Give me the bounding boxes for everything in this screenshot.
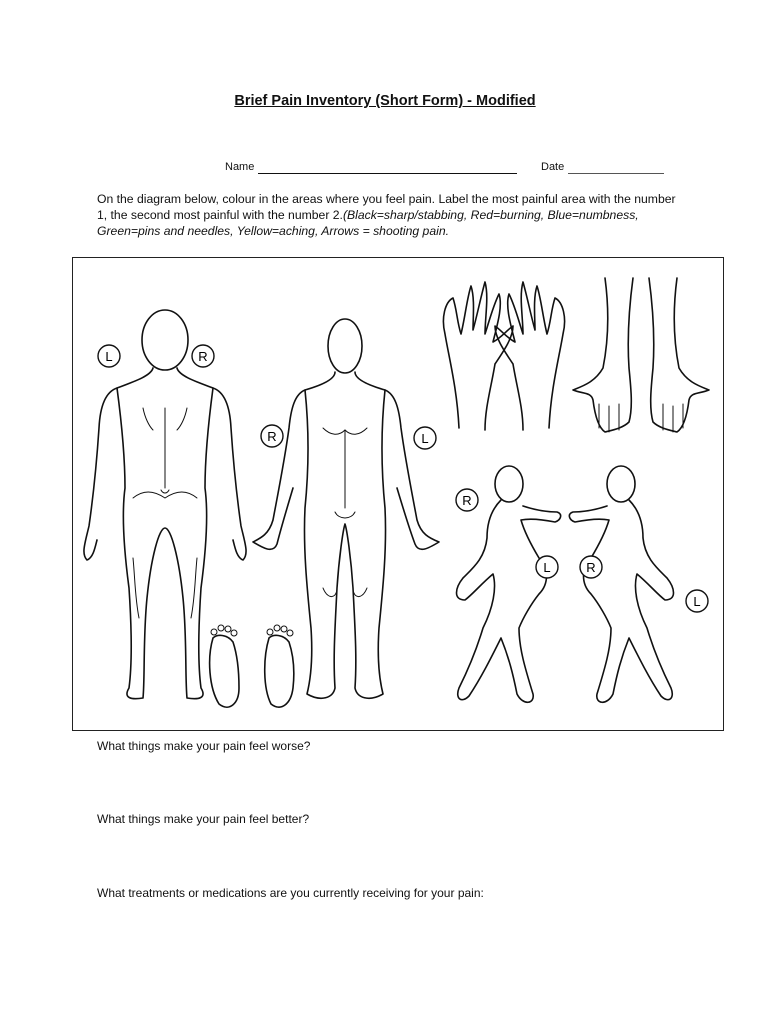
- side-b-left-label: [686, 590, 708, 612]
- svg-text:R: R: [462, 493, 472, 508]
- hands-backs[interactable]: [573, 278, 709, 432]
- hands-palms[interactable]: [443, 282, 564, 430]
- svg-text:R: R: [267, 429, 277, 444]
- back-view-figure[interactable]: [84, 310, 246, 699]
- answer-worse[interactable]: [97, 756, 677, 796]
- name-field[interactable]: [258, 173, 517, 174]
- side-b-right-label: [580, 556, 602, 578]
- question-better: What things make your pain feel better?: [97, 812, 310, 826]
- name-label: Name: [225, 161, 255, 173]
- side-a-left-label: [536, 556, 558, 578]
- front-view-figure[interactable]: [253, 319, 439, 698]
- instructions: [97, 191, 677, 239]
- question-worse: What things make your pain feel worse?: [97, 739, 311, 753]
- foot-soles[interactable]: [210, 625, 294, 707]
- body-diagram-drawing: [73, 258, 725, 732]
- date-field[interactable]: [568, 173, 664, 174]
- svg-text:R: R: [586, 560, 596, 575]
- svg-text:R: R: [198, 349, 208, 364]
- svg-text:L: L: [105, 349, 113, 364]
- answer-better[interactable]: [97, 829, 677, 869]
- front-right-label: [261, 425, 283, 447]
- svg-text:L: L: [543, 560, 551, 575]
- back-left-label: [98, 345, 120, 367]
- form-title: Brief Pain Inventory (Short Form) - Modified: [234, 93, 536, 109]
- svg-text:L: L: [693, 594, 701, 609]
- side-view-figure-b[interactable]: [569, 466, 673, 702]
- body-diagram[interactable]: [72, 257, 724, 731]
- answer-treatments[interactable]: [97, 903, 677, 943]
- date-label: Date: [541, 161, 565, 173]
- svg-text:L: L: [421, 431, 429, 446]
- side-a-right-label: [456, 489, 478, 511]
- instructions-legend: (Black=sharp/stabbing, Red=burning, Blue=numbness, Green=pins and needles, Yellow=aching, Arrows = shooting pain.: [97, 208, 639, 238]
- instructions-text: On the diagram below, colour in the areas where you feel pain. Label the most painful area with the number 1, the second most painful with the number 2.: [97, 192, 676, 222]
- question-treatments: What treatments or medications are you currently receiving for your pain:: [97, 886, 484, 900]
- front-left-label: [414, 427, 436, 449]
- back-right-label: [192, 345, 214, 367]
